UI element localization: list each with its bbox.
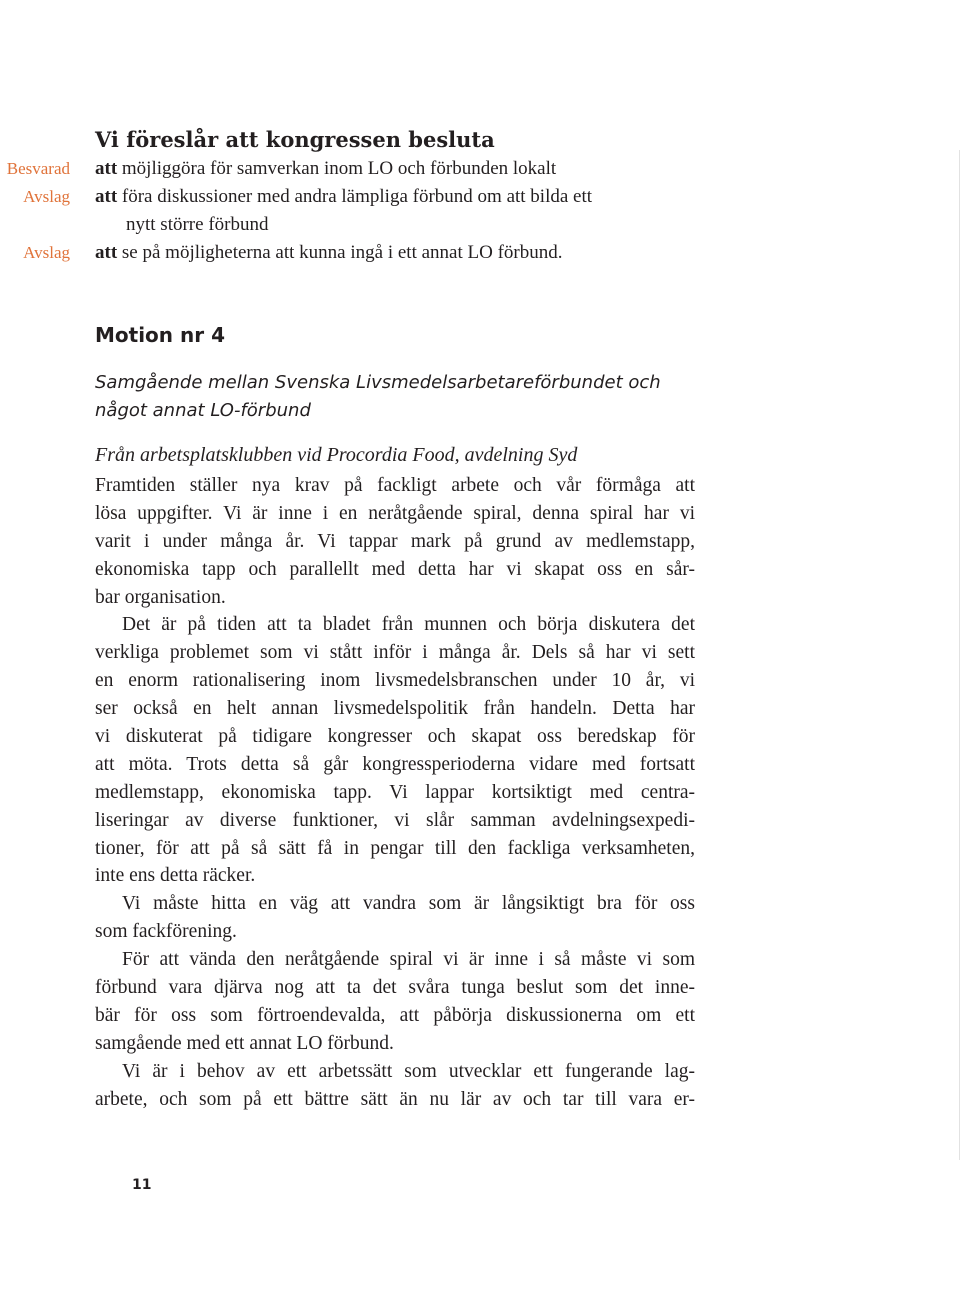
decision-item xyxy=(95,155,556,183)
body-text-line: förbund vara djärva nog att ta det svåra tunga beslut som det inne- xyxy=(95,977,695,999)
decision-status: Avslag xyxy=(23,187,70,206)
body-text-line: bär för oss som förtroendevalda, att påbörja diskussionerna om ett xyxy=(95,1004,695,1026)
body-text-line: Vi är i behov av ett arbetssätt som utvecklar ett fungerande lag- xyxy=(122,1060,695,1082)
body-text-line: samgående med ett annat LO förbund. xyxy=(95,1032,394,1054)
body-text-line: Det är på tiden att ta bladet från munnen och börja diskutera det xyxy=(122,614,695,636)
decision-item-continuation: nytt större förbund xyxy=(126,214,269,235)
motion-title-line: Samgående mellan Svenska Livsmedelsarbetareförbundet och xyxy=(95,372,661,393)
motion-origin: Från arbetsplatsklubben vid Procordia Food, avdelning Syd xyxy=(95,444,578,466)
body-text-line: verkliga problemet som vi stått inför i många år. Dels så har vi sett xyxy=(95,642,695,664)
body-text-line: För att vända den neråtgående spiral vi är inne i så måste vi som xyxy=(122,949,695,971)
att-keyword: att xyxy=(95,242,118,263)
body-text-line: inte ens detta räcker. xyxy=(95,865,256,887)
motion-title-line: något annat LO-förbund xyxy=(95,400,311,421)
body-text-line: Framtiden ställer nya krav på fackligt arbete och vår förmåga att xyxy=(95,475,695,496)
decision-item xyxy=(95,239,562,267)
body-text-line: arbete, och som på ett bättre sätt än nu lär av och tar till vara er- xyxy=(95,1088,695,1110)
motion-title xyxy=(95,369,661,425)
motion-number-heading: Motion nr 4 xyxy=(95,323,225,347)
body-text-line: ekonomiska tapp och parallellt med detta har vi skapat oss en sår- xyxy=(95,558,695,580)
decision-item-text: möjliggöra för samverkan inom LO och förbunden lokalt xyxy=(117,158,557,179)
att-keyword: att xyxy=(95,186,118,207)
decision-item xyxy=(95,183,592,211)
body-text-line: varit i under många år. Vi tappar mark på grund av medlemstapp, xyxy=(95,530,695,552)
body-text-line: vi diskuterat på tidigare kongresser och skapat oss beredskap för xyxy=(95,726,695,748)
decision-status: Avslag xyxy=(23,243,70,262)
body-text-line: liseringar av diverse funktioner, vi slår samman avdelningsexpedi- xyxy=(95,809,695,831)
body-text-line: medlemstapp, ekonomiska tapp. Vi lappar kortsiktigt med centra- xyxy=(95,781,695,803)
body-text-line: bar organisation. xyxy=(95,586,226,608)
body-text-line: Vi måste hitta en väg att vandra som är långsiktigt bra för oss xyxy=(122,893,695,915)
decision-status: Besvarad xyxy=(6,159,70,178)
body-text-line: som fackförening. xyxy=(95,921,237,943)
body-text-line: lösa uppgifter. Vi är inne i en neråtgående spiral, denna spiral har vi xyxy=(95,502,695,524)
decision-item-text: föra diskussioner med andra lämpliga förbund om att bilda ett xyxy=(117,186,593,207)
decision-item-text: se på möjligheterna att kunna ingå i ett annat LO förbund. xyxy=(117,242,563,263)
att-keyword: att xyxy=(95,158,118,179)
motion-body xyxy=(95,472,695,1113)
body-text-line: att möta. Trots detta så går kongressperioderna vidare med fortsatt xyxy=(95,753,695,775)
proposal-heading: Vi föreslår att kongressen besluta xyxy=(95,127,495,152)
body-text-line: tioner, för att på så sätt få in pengar till den fackliga verksamheten, xyxy=(95,837,695,859)
body-text-line: en enorm rationalisering inom livsmedelsbranschen under 10 år, vi xyxy=(95,670,695,692)
body-text-line: ser också en helt annan livsmedelspolitik från handeln. Detta har xyxy=(95,698,695,720)
page-number: 11 xyxy=(132,1177,152,1193)
